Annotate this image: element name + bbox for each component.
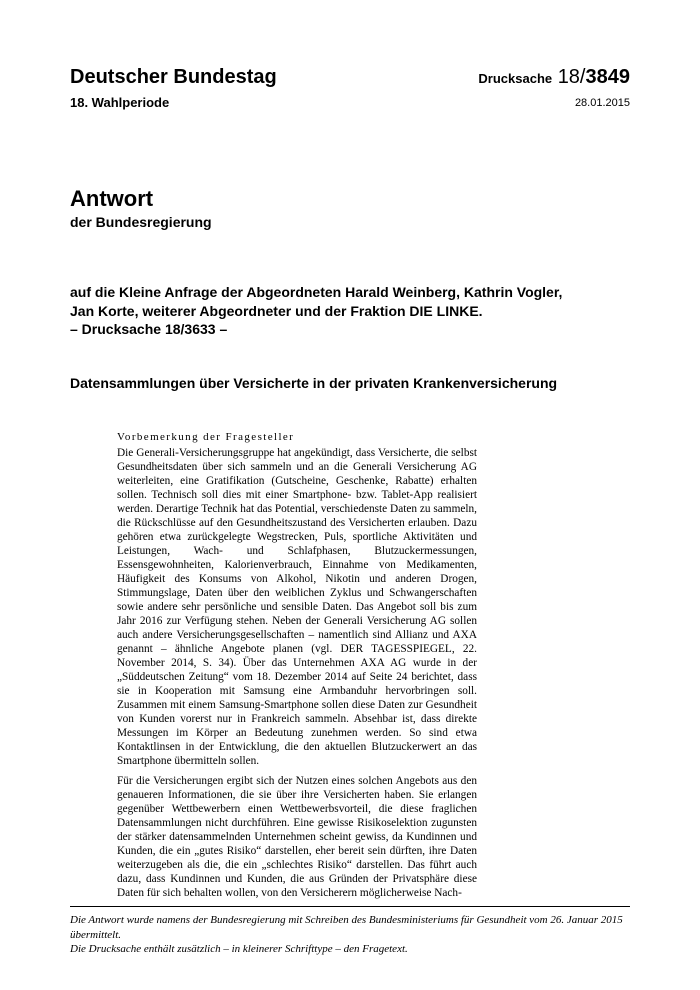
document-number-suffix: 3849	[585, 66, 630, 88]
inquiry-line: – Drucksache 18/3633 –	[70, 321, 228, 337]
body-paragraph: Für die Versicherungen ergibt sich der Nutzen eines solchen Angebots aus den genaueren Informationen, die sie über ihre Versicherten haben. Sie erlangen gegenüber Wettbewerbern einen Wettbewerbsvorteil, die diese fraglichen Datensammlungen nicht durchführen. Eine gewisse Risikoselektion zugunsten der stärker datensammelnden Unternehmen scheint gewiss, da Kundinnen und Kunden, die ein „gutes Risiko“ darstellen, eher bereit sein dürften, ihre Daten weiterzugeben als die, die ein „schlechtes Risiko“ darstellen. Das führt auch dazu, dass Kundinnen und Kunden, die aus Gründen der Privatsphäre diese Daten für sich behalten wollen, von den Versicherern möglicherweise Nach-	[117, 775, 477, 899]
body-paragraph: Die Generali-Versicherungsgruppe hat angekündigt, dass Versicherte, die selbst Gesundheitsdaten über sich sammeln und an die Generali Versicherung AG weiterleiten, eine Gratifikation (Gutscheine, Geschenke, Rabatte) erhalten sollen. Technisch soll dies mit einer Smartphone- bzw. Tablet-App realisiert werden. Derartige Technik hat das Potential, verschiedenste Daten zu sammeln, die Rückschlüsse auf den Gesundheitszustand des Versicherten erlauben. Dazu gehören etwa zurückgelegte Wegstrecken, Puls, sportliche Aktivitäten und Leistungen, Wach- und Schlafphasen, Blutzuckermessungen, Essensgewohnheiten, Kalorienverbrauch, Einnahme von Medikamenten, Häufigkeit des Konsums von Alkohol, Nikotin und anderen Drogen, Stimmungslage, Daten über den weiblichen Zyklus und Schwangerschaften sowie andere sehr persönliche und sensible Daten. Das Angebot soll bis zum Jahr 2016 zur Verfügung stehen. Neben der Generali Versicherung AG sollen auch andere Versicherungsgesellschaften – namentlich sind Allianz und AXA genannt – ähnliche Angebote planen (vgl. DER TAGESSPIEGEL, 22. November 2014, S. 34). Über das Unternehmen AXA AG wurde in der „Süddeutschen Zeitung“ vom 18. Dezember 2014 auf Seite 24 berichtet, dass sie in Kooperation mit Samsung eine Armbanduhr hervorbringen soll. Zusammen mit einem Samsung-Smartphone sollen diese Daten zur Gesundheit von Kunden vorerst nur in Frankreich sammeln. Absehbar ist, dass direkte Messungen im Körper an Bedeutung zunehmen werden. So sind etwa Kontaktlinsen in der Entwicklung, die den aktuellen Blutzuckerwert an das Smartphone übermitteln sollen.	[117, 447, 477, 767]
institution-name: Deutscher Bundestag	[70, 66, 277, 88]
inquiry-line: Jan Korte, weiterer Abgeordneter und der Fraktion DIE LINKE.	[70, 302, 483, 319]
footer-divider	[70, 906, 630, 907]
preliminary-heading: Vorbemerkung der Fragesteller	[117, 431, 295, 443]
footnote-line: Die Drucksache enthält zusätzlich – in kleinerer Schrifttype – den Fragetext.	[70, 943, 408, 955]
page-title: Antwort	[70, 186, 154, 211]
topic-heading: Datensammlungen über Versicherte in der privaten Krankenversicherung	[70, 375, 558, 391]
document-date: 28.01.2015	[574, 97, 630, 109]
inquiry-line: auf die Kleine Anfrage der Abgeordneten Harald Weinberg, Kathrin Vogler,	[70, 284, 563, 300]
footnote-line: Die Antwort wurde namens der Bundesregierung mit Schreiben des Bundesministeriums für Gesundheit vom 26. Januar 2015 übermittelt.	[70, 914, 623, 941]
page-subtitle: der Bundesregierung	[70, 214, 212, 230]
legislative-period: 18. Wahlperiode	[70, 95, 170, 110]
document-label: Drucksache	[478, 71, 553, 86]
document-number	[478, 66, 630, 89]
document-number-prefix: 18/	[557, 66, 586, 88]
preliminary-remarks	[117, 431, 477, 906]
footnote	[70, 913, 630, 957]
inquiry-reference	[70, 283, 630, 339]
